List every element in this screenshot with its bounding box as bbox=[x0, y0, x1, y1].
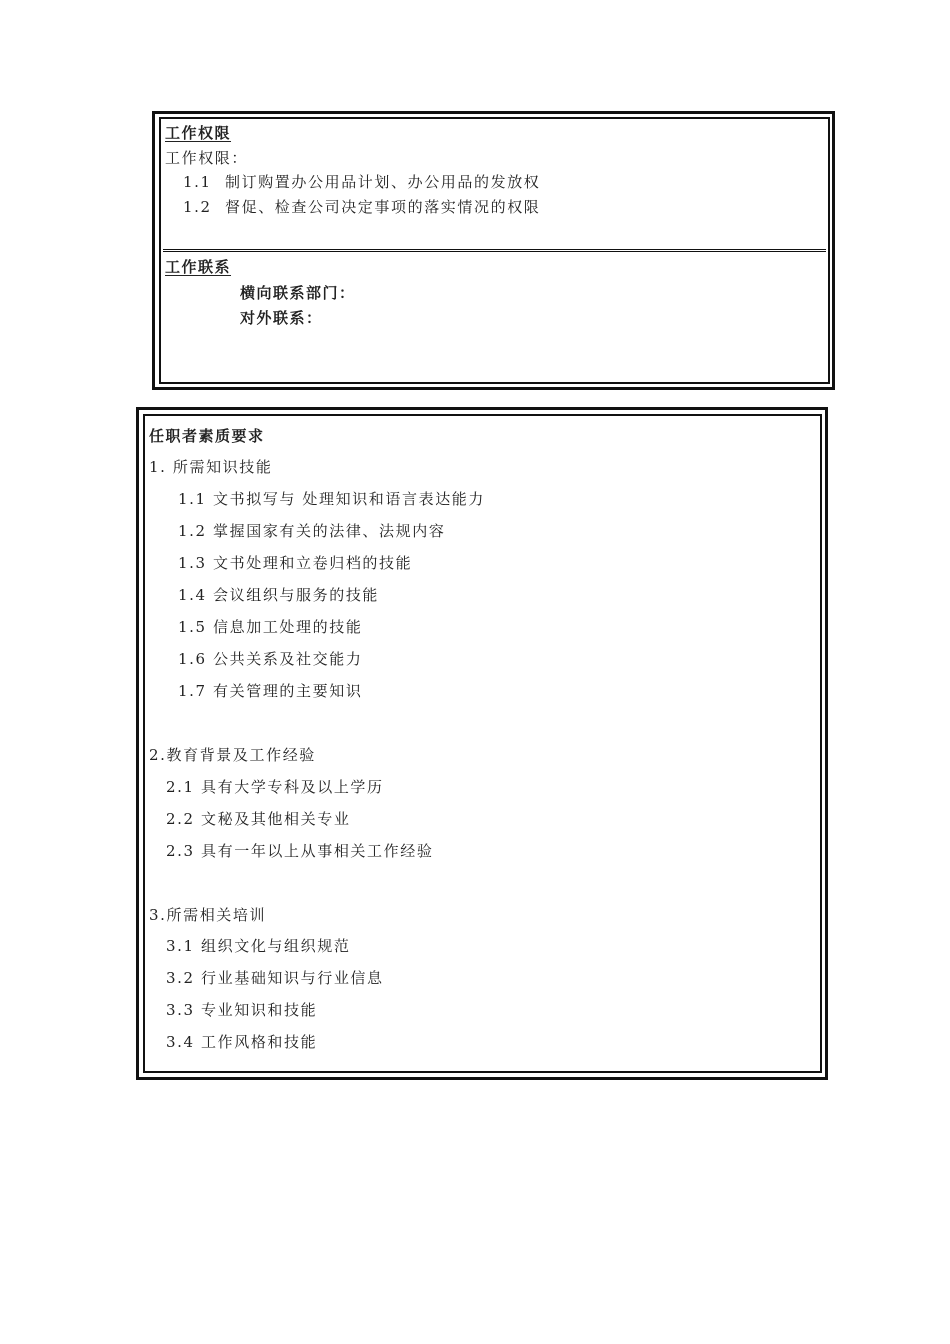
authority-heading: 工作权限 bbox=[165, 124, 232, 142]
authority-item-2-text: 督促、检查公司决定事项的落实情况的权限 bbox=[225, 198, 541, 216]
list-item: 1.7 有关管理的主要知识 bbox=[178, 682, 363, 700]
list-item: 3.4 工作风格和技能 bbox=[166, 1033, 318, 1051]
section-divider bbox=[163, 249, 826, 252]
list-item: 1.3 文书处理和立卷归档的技能 bbox=[178, 554, 413, 572]
list-item: 1.6 公共关系及社交能力 bbox=[178, 650, 363, 668]
list-item: 2.3 具有一年以上从事相关工作经验 bbox=[166, 842, 434, 860]
section-title-education: 2.教育背景及工作经验 bbox=[149, 746, 316, 764]
authority-item-1-num: 1.1 bbox=[183, 173, 212, 191]
external-contact-label: 对外联系： bbox=[240, 309, 323, 327]
section-title-knowledge: 1. 所需知识技能 bbox=[149, 458, 273, 476]
section-title-training: 3.所需相关培训 bbox=[149, 906, 267, 924]
contact-heading: 工作联系 bbox=[165, 258, 232, 276]
list-item: 1.4 会议组织与服务的技能 bbox=[178, 586, 380, 604]
lateral-contact-label: 横向联系部门： bbox=[240, 284, 356, 302]
authority-item-2-num: 1.2 bbox=[183, 198, 212, 216]
authority-label: 工作权限： bbox=[165, 149, 249, 167]
requirements-heading: 任职者素质要求 bbox=[149, 427, 265, 445]
list-item: 1.5 信息加工处理的技能 bbox=[178, 618, 363, 636]
list-item: 3.3 专业知识和技能 bbox=[166, 1001, 318, 1019]
list-item: 3.1 组织文化与组织规范 bbox=[166, 937, 351, 955]
list-item: 2.1 具有大学专科及以上学历 bbox=[166, 778, 384, 796]
list-item: 1.1 文书拟写与 处理知识和语言表达能力 bbox=[178, 490, 485, 508]
list-item: 2.2 文秘及其他相关专业 bbox=[166, 810, 351, 828]
authority-item-1-text: 制订购置办公用品计划、办公用品的发放权 bbox=[225, 173, 541, 191]
list-item: 1.2 掌握国家有关的法律、法规内容 bbox=[178, 522, 446, 540]
list-item: 3.2 行业基础知识与行业信息 bbox=[166, 969, 384, 987]
